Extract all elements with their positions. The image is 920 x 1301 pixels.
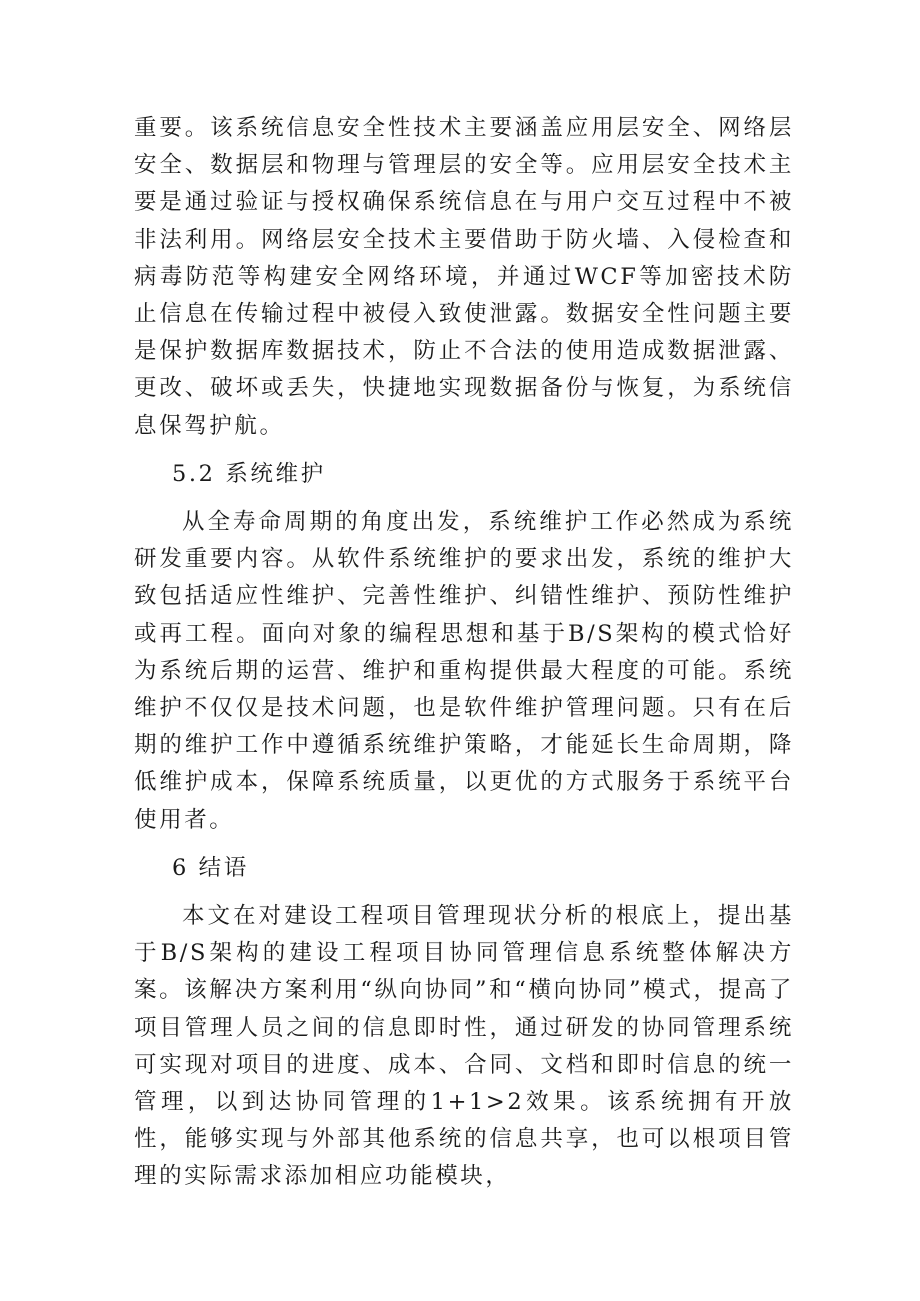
paragraph-gap bbox=[134, 887, 794, 898]
paragraph-gap bbox=[134, 839, 794, 850]
paragraph-gap bbox=[134, 445, 794, 456]
document-body bbox=[134, 110, 794, 1196]
paragraph-security-techniques: 重要。该系统信息安全性技术主要涵盖应用层安全、网络层安全、数据层和物理与管理层的安全等。应用层安全技术主要是通过验证与授权确保系统信息在与用户交互过程中不被非法利用。网络层安全技术主要借助于防火墙、入侵检查和病毒防范等构建安全网络环境，并通过WCF等加密技术防止信息在传输过程中被侵入致使泄露。数据安全性问题主要是保护数据库数据技术，防止不合法的使用造成数据泄露、更改、破坏或丢失，快捷地实现数据备份与恢复，为系统信息保驾护航。 bbox=[134, 115, 794, 439]
section-heading-6: 6 结语 bbox=[172, 854, 249, 881]
section-heading-5-2: 5.2 系统维护 bbox=[172, 460, 326, 487]
paragraph-system-maintenance: 从全寿命周期的角度出发，系统维护工作必然成为系统研发重要内容。从软件系统维护的要求出发，系统的维护大致包括适应性维护、完善性维护、纠错性维护、预防性维护或再工程。面向对象的编程思想和基于B/S架构的模式恰好为系统后期的运营、维护和重构提供最大程度的可能。系统维护不仅仅是技术问题，也是软件维护管理问题。只有在后期的维护工作中遵循系统维护策略，才能延长生命周期，降低维护成本，保障系统质量，以更优的方式服务于系统平台使用者。 bbox=[134, 509, 794, 833]
paragraph-conclusion: 本文在对建设工程项目管理现状分析的根底上，提出基于B/S架构的建设工程项目协同管理信息系统整体解决方案。该解决方案利用“纵向协同”和“横向协同”模式，提高了项目管理人员之间的信息即时性，通过研发的协同管理系统可实现对项目的进度、成本、合同、文档和即时信息的统一管理，以到达协同管理的1+1>2效果。该系统拥有开放性，能够实现与外部其他系统的信息共享，也可以根项目管理的实际需求添加相应功能模块， bbox=[134, 903, 794, 1190]
paragraph-gap bbox=[134, 493, 794, 504]
